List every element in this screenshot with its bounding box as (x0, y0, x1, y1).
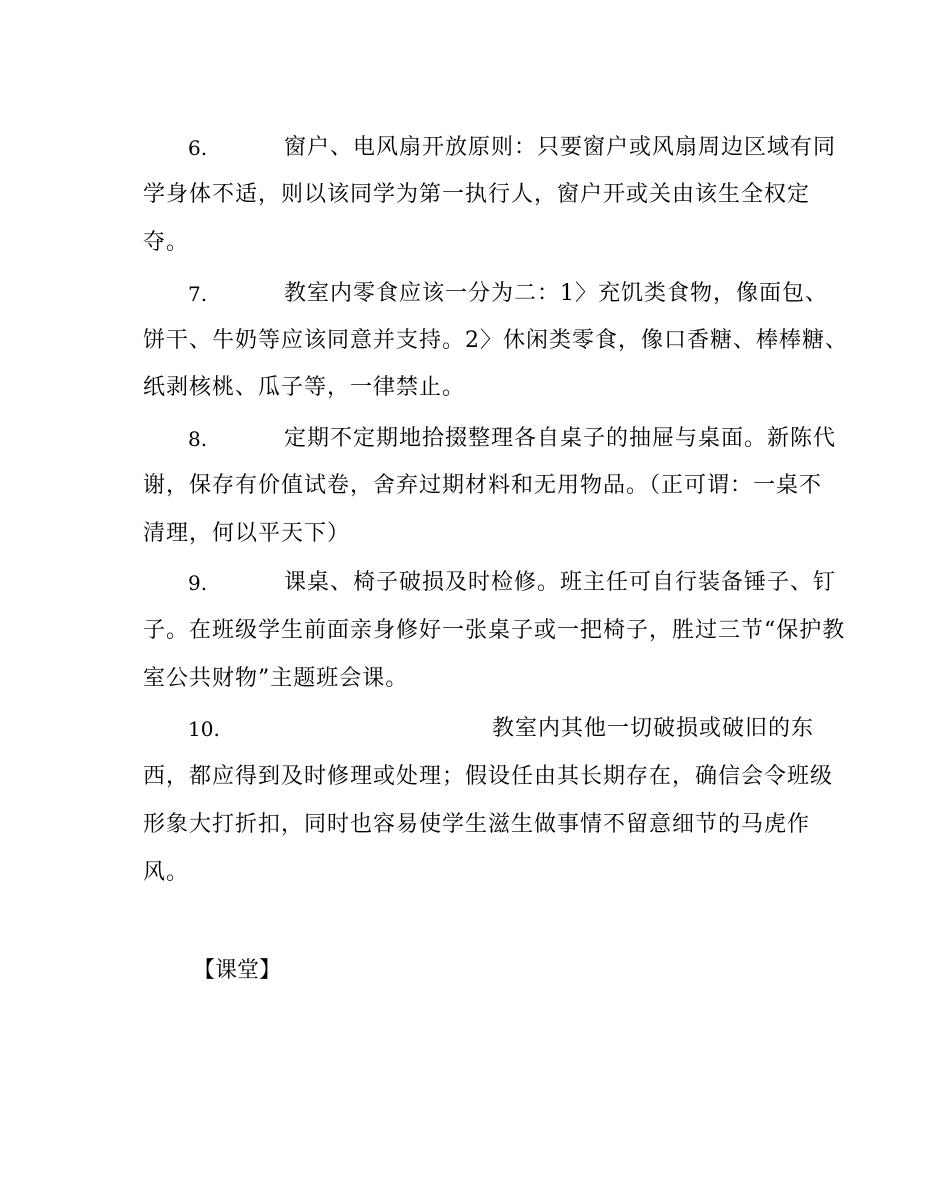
item-lead-text: 窗户、电风扇开放原则：只要窗户或风扇周边区域有同 (284, 135, 837, 160)
item-lead-text: 定期不定期地拾掇整理各自桌子的抽屉与桌面。新陈代 (284, 426, 837, 451)
item-lead-text: 教室内其他一切破损或破旧的东 (492, 716, 815, 741)
item-text-line: 学身体不适，则以该同学为第一执行人，窗户开或关由该生全权定 (143, 182, 811, 207)
item-number: 10. (188, 717, 220, 741)
item-text-line: 清理，何以平天下） (143, 521, 351, 546)
item-text-line: 纸剥核桃、瓜子等，一律禁止。 (143, 375, 466, 400)
item-lead-text: 课桌、椅子破损及时检修。班主任可自行装备锤子、钉 (284, 570, 837, 595)
item-text-line: 室公共财物”主题班会课。 (143, 666, 409, 691)
item-number: 9. (188, 571, 208, 595)
item-number: 7. (188, 282, 208, 306)
item-text-line: 饼干、牛奶等应该同意并支持。2〉休闲类零食，像口香糖、棒棒糖、 (143, 328, 848, 353)
item-text-line: 夺。 (143, 230, 190, 255)
item-text-line: 风。 (143, 860, 190, 885)
item-text-line: 西，都应得到及时修理或处理；假设任由其长期存在，确信会令班级 (143, 764, 834, 789)
item-text-line: 子。在班级学生前面亲身修好一张桌子或一把椅子，胜过三节“保护教 (143, 618, 846, 643)
item-text-line: 形象大打折扣，同时也容易使学生滋生做事情不留意细节的马虎作 (143, 812, 811, 837)
item-number: 8. (188, 427, 208, 451)
item-lead-text: 教室内零食应该一分为二：1〉充饥类食物，像面包、 (284, 281, 828, 306)
section-heading: 【课堂】 (193, 958, 282, 983)
item-text-line: 谢，保存有价值试卷，舍弃过期材料和无用物品。（正可谓：一桌不 (143, 473, 823, 498)
item-number: 6. (188, 136, 208, 160)
